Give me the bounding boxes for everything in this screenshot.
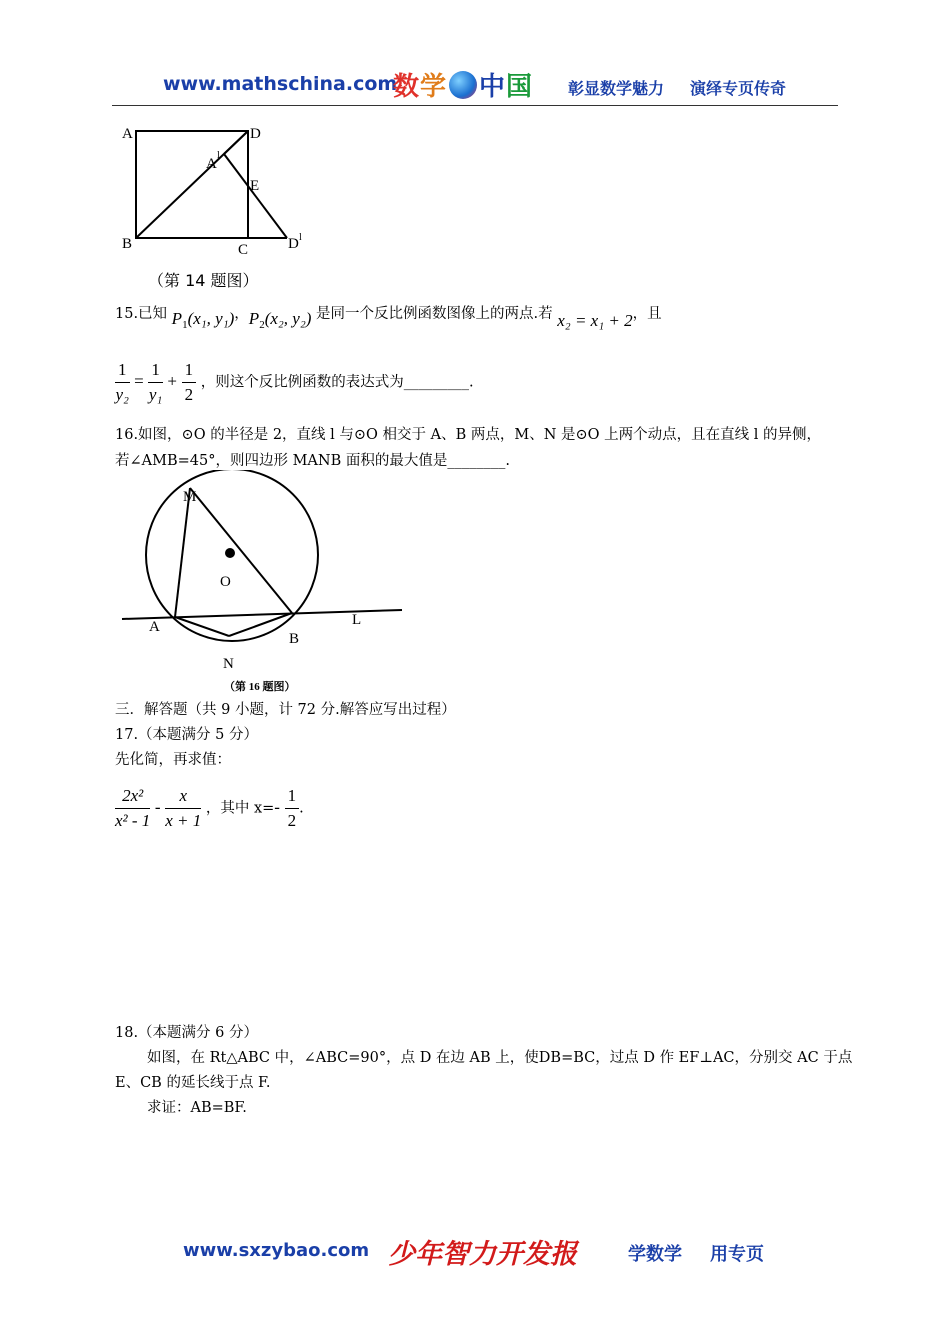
fig16-caption: （第 16 题图） bbox=[224, 681, 296, 693]
q17-title: 17.（本题满分 5 分） bbox=[115, 727, 259, 743]
header-slogan-2: 演绎专页传奇 bbox=[690, 79, 787, 98]
q15-after: ，则这个反比例函数的表达式为_________. bbox=[200, 374, 474, 391]
q15-line2 bbox=[115, 360, 474, 405]
q15-mid: 是同一个反比例函数图像上的两点.若 bbox=[316, 306, 553, 322]
q15-eq-sign: = bbox=[134, 371, 144, 391]
fig16-label-m: M bbox=[183, 489, 197, 505]
q18-title: 18.（本题满分 6 分） bbox=[115, 1025, 259, 1041]
q15-eq1: x₂ = x₁ + 2 bbox=[557, 311, 633, 330]
q17-minus: - bbox=[154, 797, 161, 817]
fig14-label-a1: A bbox=[206, 156, 217, 172]
header-rule bbox=[112, 105, 838, 106]
fig14-label-a: A bbox=[122, 126, 133, 142]
q15-frac-3: $\frac{1}{2}$ bbox=[182, 360, 197, 405]
fig14-label-c: C bbox=[238, 242, 249, 258]
q15-p1-sub: 1 bbox=[182, 319, 188, 331]
q15-prefix: 15.已知 bbox=[115, 306, 168, 322]
fig14-caption: （第 14 题图） bbox=[148, 271, 259, 290]
q15-p2-name: P bbox=[248, 309, 260, 328]
fig16-center-dot bbox=[225, 548, 235, 558]
q17-frac-3: $\frac{1}{2}$ bbox=[285, 786, 300, 831]
section-3-heading: 三．解答题（共 9 小题，计 72 分.解答应写出过程） bbox=[115, 702, 456, 718]
q15-frac-2: $\frac{1}{\text{y₁}}$ bbox=[148, 360, 163, 404]
q15-line1 bbox=[115, 304, 662, 335]
footer-slogan-1: 学数学 bbox=[628, 1244, 682, 1265]
q15-p2-sub: 2 bbox=[259, 319, 265, 331]
q15-p1-name: P bbox=[171, 309, 183, 328]
q18-line2: E、CB 的延长线于点 F. bbox=[115, 1075, 271, 1091]
fig14-label-d1: D bbox=[288, 236, 299, 252]
q15-frac-1: $\frac{1}{\text{y₂}}$ bbox=[115, 360, 129, 404]
brand-char-3: 中 bbox=[479, 72, 507, 102]
fig16-label-n: N bbox=[223, 656, 234, 672]
header-slogan-1: 彰显数学魅力 bbox=[568, 79, 665, 98]
footer-url[interactable]: www.sxzybao.com bbox=[183, 1240, 370, 1261]
q16-line1: 16.如图，⊙O 的半径是 2，直线 l 与⊙O 相交于 A、B 两点，M、N 是⊙O 上两个动点，且在直线 l 的异侧， bbox=[115, 427, 822, 443]
fig16-line-ma bbox=[175, 488, 190, 617]
fig14-label-e: E bbox=[250, 178, 260, 194]
q15-tail: ，且 bbox=[632, 306, 662, 322]
q17-where: ，其中 x= bbox=[205, 800, 275, 817]
fig16-label-l: L bbox=[352, 612, 362, 628]
q17-neg: - bbox=[274, 797, 280, 817]
q15-p1-coords: (x₁, y₁) bbox=[187, 309, 235, 328]
fig16-label-a: A bbox=[149, 619, 160, 635]
brand-char-2: 学 bbox=[420, 72, 448, 102]
q17-instruction: 先化简，再求值： bbox=[115, 752, 231, 768]
fig16-label-o: O bbox=[220, 574, 231, 590]
brand-char-1: 数 bbox=[393, 72, 421, 102]
q17-end: . bbox=[299, 800, 304, 817]
q16-line2: 若∠AMB=45°，则四边形 MANB 面积的最大值是________. bbox=[115, 453, 510, 469]
q17-frac-1: $\frac{\text{2x²}}{\text{x² - 1}}$ bbox=[115, 786, 151, 830]
figure-16 bbox=[112, 470, 412, 695]
q15-p2-coords: (x₂, y₂) bbox=[264, 309, 312, 328]
q15-plus: + bbox=[167, 371, 178, 391]
q17-frac-2: $\frac{x}{x + 1}$ bbox=[165, 786, 202, 830]
fig14-label-a1-sup: l bbox=[217, 150, 220, 161]
q17-expression bbox=[115, 786, 304, 831]
brand-char-4: 国 bbox=[506, 72, 534, 102]
fig14-line-a1d bbox=[224, 131, 248, 154]
globe-icon bbox=[449, 71, 477, 99]
header-brand-logo bbox=[393, 66, 553, 102]
footer-slogan-2: 用专页 bbox=[710, 1244, 764, 1265]
fig14-label-d: D bbox=[250, 126, 261, 142]
q18-line3: 求证：AB=BF. bbox=[147, 1100, 247, 1116]
header-url[interactable]: www.mathschina.com bbox=[163, 73, 398, 95]
fig14-line-a1d1 bbox=[224, 154, 287, 238]
fig14-label-d1-sup: l bbox=[299, 232, 302, 243]
footer-brand: 少年智力开发报 bbox=[388, 1239, 577, 1270]
q18-line1: 如图，在 Rt△ABC 中，∠ABC=90°，点 D 在边 AB 上，使DB=BC，过点 D 作 EF⊥AC，分别交 AC 于点 bbox=[147, 1050, 853, 1066]
q15-sep: ， bbox=[234, 306, 249, 322]
fig16-line-mb bbox=[190, 488, 292, 613]
fig16-label-b: B bbox=[289, 631, 300, 647]
fig14-label-b: B bbox=[122, 236, 133, 252]
